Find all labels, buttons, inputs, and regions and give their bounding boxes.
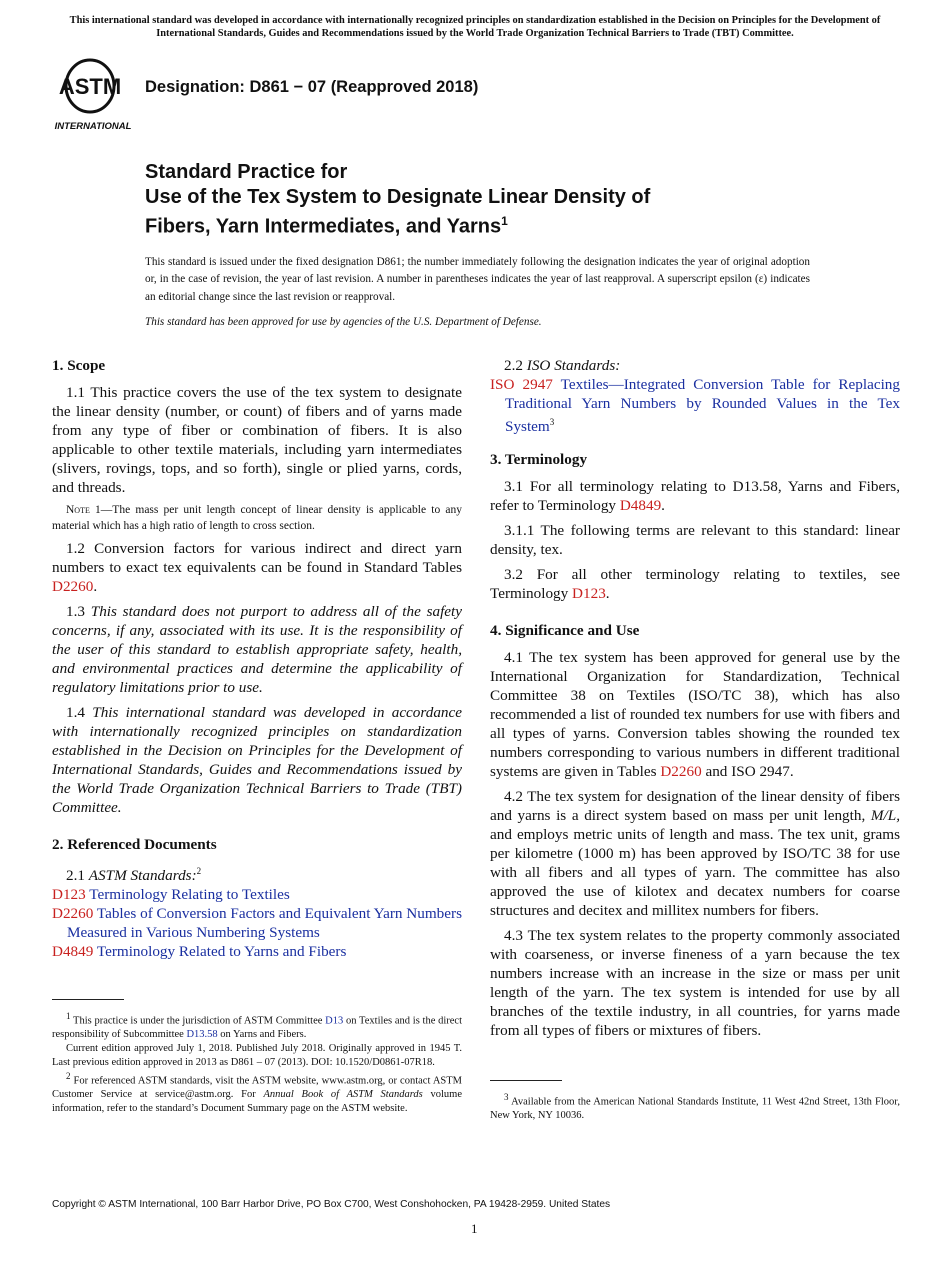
iso-ref-item bbox=[490, 375, 900, 436]
left-column bbox=[52, 356, 462, 1116]
para-1-4-text: This international standard was developed in accordance with internationally recognized principles on standardization established in the Decision on Principles for the Development of International Standards, Guides and Recommendations issued by the World Trade Organization Technical Barriers to Trade (TBT) Committee. bbox=[52, 704, 463, 816]
note-text: 1—The mass per unit length concept of linear density is applicable to any material which has a high ratio of length to cross section. bbox=[52, 504, 462, 532]
footnote-divider bbox=[52, 999, 124, 1000]
ref-title[interactable]: Tables of Conversion Factors and Equivalent Yarn Numbers Measured in Various Numbering Systems bbox=[67, 905, 462, 942]
fn1-text-a: This practice is under the jurisdiction of ASTM Committee bbox=[70, 1015, 326, 1027]
para-3-2: 3.2 For all other terminology relating to textiles, see Terminology D123. bbox=[490, 566, 900, 603]
link-d4849[interactable]: D4849 bbox=[619, 497, 662, 515]
astm-label-fn: 2 bbox=[196, 866, 202, 876]
note-1 bbox=[52, 503, 462, 534]
document-title bbox=[145, 160, 845, 239]
astm-label-text: ASTM Standards: bbox=[88, 867, 197, 885]
para-4-3: 4.3 The tex system relates to the property commonly associated with coarseness, or inverse fineness of a yarn because the tex numbers increase with an increase in the size or mass per unit length of the yarn. The tex system is intended for use by all branches of the textile industry, in all countries, for yarns made from all types of fibers or mixtures of fibers. bbox=[490, 927, 900, 1040]
para-1-3-num: 1.3 bbox=[66, 603, 91, 620]
intro-block bbox=[145, 254, 810, 331]
fn3-mark: 3 bbox=[504, 1092, 509, 1103]
fn2-mark: 2 bbox=[66, 1070, 71, 1081]
designation: Designation: D861 − 07 (Reapproved 2018) bbox=[145, 78, 479, 96]
para-4-2-text-a: 4.2 The tex system for designation of the linear density of fibers and yarns is a direct system based on mass per unit length, bbox=[490, 788, 900, 825]
iso-ref-fn: 3 bbox=[549, 417, 555, 427]
link-d13[interactable]: D13 bbox=[325, 1015, 344, 1027]
para-1-2-text: 1.2 Conversion factors for various indirect and direct yarn numbers to exact tex equivalents can be found in Standard Tables bbox=[52, 540, 462, 576]
astm-standards-label bbox=[52, 862, 462, 885]
section-3-heading: 3. Terminology bbox=[490, 451, 588, 469]
fn1-text-b: on Textiles and is the direct responsibility of Subcommittee bbox=[52, 1015, 462, 1041]
footnote-2 bbox=[52, 1070, 462, 1116]
iso-ref-code[interactable]: ISO 2947 bbox=[490, 376, 553, 393]
para-3-1-1: 3.1.1 The following terms are relevant to this standard: linear density, tex. bbox=[490, 522, 900, 559]
footnote-divider bbox=[490, 1080, 562, 1081]
link-d2260-b[interactable]: D2260 bbox=[660, 763, 702, 781]
dod-statement: This standard has been approved for use by agencies of the U.S. Department of Defense. bbox=[145, 315, 542, 328]
issued-statement: This standard is issued under the fixed designation D861; the number immediately following the designation indicates the year of original adoption or, in the case of revision, the year of last revision. A number in parentheses indicates the year of last reapproval. A superscript epsilon (ε) indicates an editorial change since the last revision or reapproval. bbox=[145, 256, 810, 303]
ref-code[interactable]: D4849 bbox=[52, 943, 94, 961]
footnote-3 bbox=[490, 1091, 900, 1123]
note-label: Note bbox=[66, 504, 90, 516]
para-3-1: 3.1 For all terminology relating to D13.58, Yarns and Fibers, refer to Terminology D4849. bbox=[490, 478, 900, 515]
ref-item bbox=[52, 942, 462, 961]
fn1-mark: 1 bbox=[66, 1011, 71, 1022]
para-4-1-end: and ISO 2947. bbox=[701, 763, 794, 781]
iso-ref-title[interactable]: Textiles—Integrated Conversion Table for Replacing Traditional Yarn Numbers by Rounded Values in the Tex System bbox=[505, 376, 900, 436]
astm-label-num: 2.1 bbox=[66, 867, 89, 885]
ref-item bbox=[52, 904, 462, 942]
logo-text: ASTM bbox=[58, 74, 122, 99]
astm-logo-icon bbox=[52, 56, 134, 132]
ref-item bbox=[52, 885, 462, 904]
title-line-1: Standard Practice for bbox=[145, 161, 348, 183]
ref-title[interactable]: Terminology Relating to Textiles bbox=[85, 886, 290, 904]
title-footnote-mark: 1 bbox=[501, 214, 508, 228]
fn2-text-a: For referenced ASTM standards, visit the ASTM website, www.astm.org, or contact ASTM Customer Service at service@astm.org. For bbox=[52, 1075, 462, 1101]
logo-subtext: INTERNATIONAL bbox=[54, 121, 132, 132]
fn2-text-italic: Annual Book of ASTM Standards bbox=[263, 1089, 423, 1101]
fn3-text: Available from the American National Standards Institute, 11 West 42nd Street, 13th Floor, New York, NY 10036. bbox=[490, 1096, 900, 1122]
link-d123[interactable]: D123 bbox=[572, 585, 606, 603]
footnote-1-edition: Current edition approved July 1, 2018. Published July 2018. Originally approved in 1945 T. Last previous edition approved in 2013 as D861 – 07 (2013). DOI: 10.1520/D0861-07R18. bbox=[52, 1043, 462, 1068]
para-4-2-text-b: and employs metric units of length and mass. The tex unit, grams per kilometre (1000 m) has been approved by ISO/TC 38 for use with all fibers and all types of yarn. The committee has also approved the use of kilotex and decatex numbers for coarse structures and decitex and millitex numbers for fibers. bbox=[490, 826, 900, 920]
section-1-heading: 1. Scope bbox=[52, 357, 106, 374]
link-d2260[interactable]: D2260 bbox=[52, 578, 94, 595]
footnote-1 bbox=[52, 1010, 462, 1042]
ref-code[interactable]: D123 bbox=[52, 886, 86, 904]
para-1-4-num: 1.4 bbox=[66, 704, 93, 721]
page-number: 1 bbox=[471, 1221, 478, 1236]
fn1-text-c: on Yarns and Fibers. bbox=[217, 1029, 307, 1041]
title-line-2: Use of the Tex System to Designate Linear Density of bbox=[145, 185, 651, 208]
para-4-2 bbox=[490, 787, 900, 920]
link-d13-58[interactable]: D13.58 bbox=[186, 1029, 218, 1041]
para-4-2-ml: M/L, bbox=[870, 807, 900, 825]
para-3-1-text: 3.1 For all terminology relating to D13.58, Yarns and Fibers, refer to Terminology bbox=[490, 478, 900, 515]
para-1-3-text: This standard does not purport to address all of the safety concerns, if any, associated with its use. It is the responsibility of the user of this standard to establish appropriate safety, health, and environmental practices and determine the applicability of regulatory limitations prior to use. bbox=[52, 603, 462, 696]
copyright: Copyright © ASTM International, 100 Barr Harbor Drive, PO Box C700, West Conshohocken, PA 19428-2959. United States bbox=[52, 1199, 611, 1210]
para-1-3 bbox=[52, 602, 462, 697]
para-3-2-text: 3.2 For all other terminology relating to textiles, see Terminology bbox=[490, 566, 900, 603]
para-4-1 bbox=[490, 648, 900, 781]
para-1-1: 1.1 This practice covers the use of the tex system to designate the linear density (number, or count) of fibers and of yarns made from any type of fiber or combination of fibers. It is also applicable to other textile materials, including yarn intermediates (slivers, rovings, tops, and so forth), single or plied yarns, cords, and threads. bbox=[52, 384, 462, 496]
fn2-text-b: volume information, refer to the standard’s Document Summary page on the ASTM website. bbox=[52, 1089, 462, 1114]
para-1-2: 1.2 Conversion factors for various indirect and direct yarn numbers to exact tex equivalents can be found in Standard Tables D2260. bbox=[52, 540, 462, 595]
right-column bbox=[490, 356, 900, 1123]
wto-notice: This international standard was developed in accordance with internationally recognized principles on standardization established in the Decision on Principles for the Development of International Standards, Guides and Recommendations issued by the World Trade Organization Technical Barriers to Trade (TBT) Committee. bbox=[69, 15, 881, 39]
para-4-1-text: 4.1 The tex system has been approved for general use by the International Organization for Standardization, Technical Committee 38 on Textiles (ISO/TC 38), which has also recommended a list of rounded tex numbers for use with fibers and all types of yarns. Conversion tables showing the rounded tex numbers corresponding to various numbers in different traditional systems are given in Tables bbox=[490, 649, 900, 781]
iso-label-text: ISO Standards: bbox=[526, 357, 621, 374]
ref-code[interactable]: D2260 bbox=[52, 905, 94, 923]
title-line-3: Fibers, Yarn Intermediates, and Yarns bbox=[145, 215, 502, 238]
iso-label-num: 2.2 bbox=[504, 357, 527, 374]
section-2-heading: 2. Referenced Documents bbox=[52, 836, 217, 853]
ref-title[interactable]: Terminology Related to Yarns and Fibers bbox=[93, 943, 347, 961]
astm-logo bbox=[52, 56, 134, 132]
para-1-4 bbox=[52, 703, 462, 817]
section-4-heading: 4. Significance and Use bbox=[490, 622, 640, 640]
iso-standards-label bbox=[490, 356, 900, 375]
